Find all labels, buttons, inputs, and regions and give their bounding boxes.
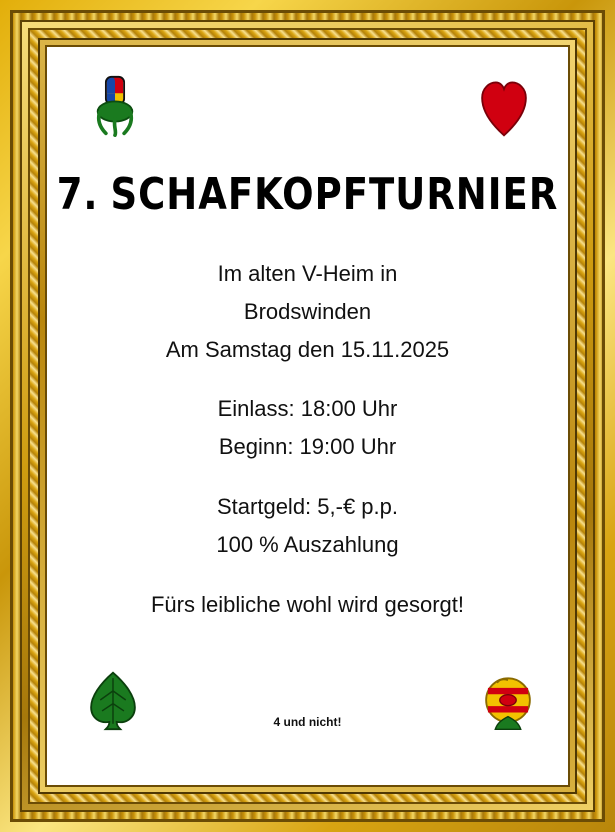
frame-band-outer <box>10 10 605 822</box>
times-block <box>47 390 568 466</box>
poster-canvas <box>47 47 568 785</box>
frame-band-third <box>28 28 587 804</box>
poster-body <box>47 255 568 624</box>
venue-line-2: Brodswinden <box>243 298 372 324</box>
footnote: 4 und nicht! <box>273 715 342 729</box>
heart-suit-icon <box>476 77 532 139</box>
page-title <box>47 169 568 220</box>
fees-block <box>47 488 568 564</box>
venue-block <box>47 255 568 368</box>
catering-block <box>47 586 568 624</box>
fees-line-1: Startgeld: 5,-€ p.p. <box>217 494 398 520</box>
title-number: 7. <box>56 169 99 220</box>
venue-line-1: Im alten V-Heim in <box>217 261 398 286</box>
times-line-2: Beginn: 19:00 Uhr <box>218 434 397 460</box>
venue-line-3: Am Samstag den 15.11.2025 <box>165 336 450 362</box>
frame-band-fourth <box>38 38 577 794</box>
frame-inner-border <box>45 45 570 787</box>
acorn-suit-icon <box>87 75 143 137</box>
title-text: SCHAFKOPFTURNIER <box>110 169 559 220</box>
frame-band-second <box>20 20 595 812</box>
times-line-1: Einlass: 18:00 Uhr <box>217 396 398 422</box>
fees-line-2: 100 % Auszahlung <box>216 531 399 557</box>
catering-line-1: Fürs leibliche wohl wird gesorgt! <box>150 591 465 617</box>
